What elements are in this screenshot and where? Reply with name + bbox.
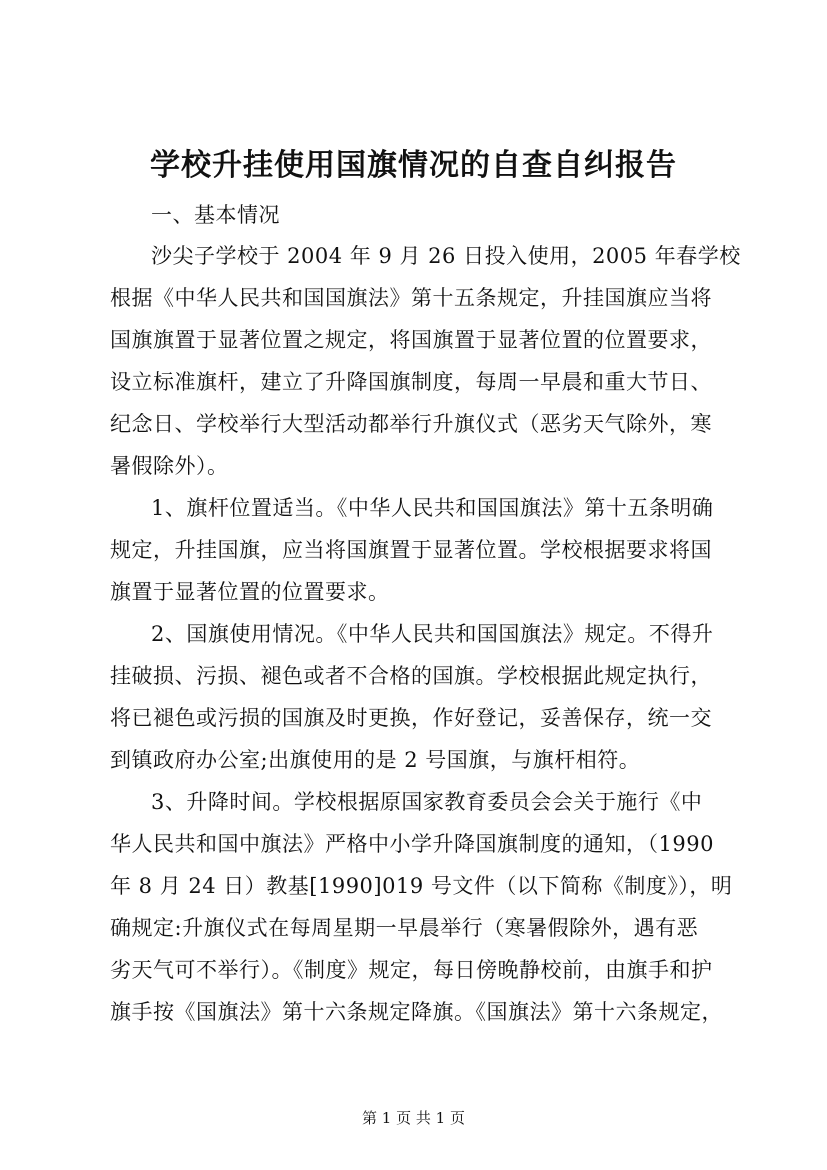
body-line: 国旗旗置于显著位置之规定，将国旗置于显著位置的位置要求， — [110, 328, 712, 352]
body-line: 1、旗杆位置适当。《中华人民共和国国旗法》第十五条明确 — [151, 496, 714, 520]
document-title: 学校升挂使用国旗情况的自查自纠报告 — [150, 148, 677, 183]
page-number-footer: 第 1 页 共 1 页 — [362, 1109, 465, 1127]
body-line: 到镇政府办公室;出旗使用的是 2 号国旗，与旗杆相符。 — [110, 748, 641, 772]
body-line: 华人民共和国中旗法》严格中小学升降国旗制度的通知，（1990 — [110, 832, 714, 856]
body-line: 确规定:升旗仪式在每周星期一早晨举行（寒暑假除外，遇有恶 — [110, 916, 699, 940]
body-line: 纪念日、学校举行大型活动都举行升旗仪式（恶劣天气除外，寒 — [110, 412, 712, 436]
body-line: 3、升降时间。学校根据原国家教育委员会会关于施行《中 — [151, 790, 703, 814]
body-line: 2、国旗使用情况。《中华人民共和国国旗法》规定。不得升 — [151, 622, 714, 646]
body-line: 设立标准旗杆，建立了升降国旗制度，每周一早晨和重大节日、 — [110, 370, 712, 394]
body-line: 年 8 月 24 日）教基[1990]019 号文件（以下简称《制度》），明 — [110, 874, 733, 898]
body-line: 沙尖子学校于 2004 年 9 月 26 日投入使用，2005 年春学校 — [151, 244, 741, 268]
body-line: 旗置于显著位置的位置要求。 — [110, 580, 390, 604]
body-line: 规定，升挂国旗，应当将国旗置于显著位置。学校根据要求将国 — [110, 538, 712, 562]
body-line: 根据《中华人民共和国国旗法》第十五条规定，升挂国旗应当将 — [110, 286, 712, 310]
section-heading: 一、基本情况 — [151, 203, 280, 227]
body-line: 挂破损、污损、褪色或者不合格的国旗。学校根据此规定执行， — [110, 664, 712, 688]
body-line: 旗手按《国旗法》第十六条规定降旗。《国旗法》第十六条规定， — [110, 1000, 723, 1024]
body-line: 将已褪色或污损的国旗及时更换，作好登记，妥善保存，统一交 — [110, 706, 712, 730]
body-line: 劣天气可不举行）。《制度》规定，每日傍晚静校前，由旗手和护 — [110, 958, 713, 982]
body-line: 暑假除外）。 — [110, 454, 229, 478]
